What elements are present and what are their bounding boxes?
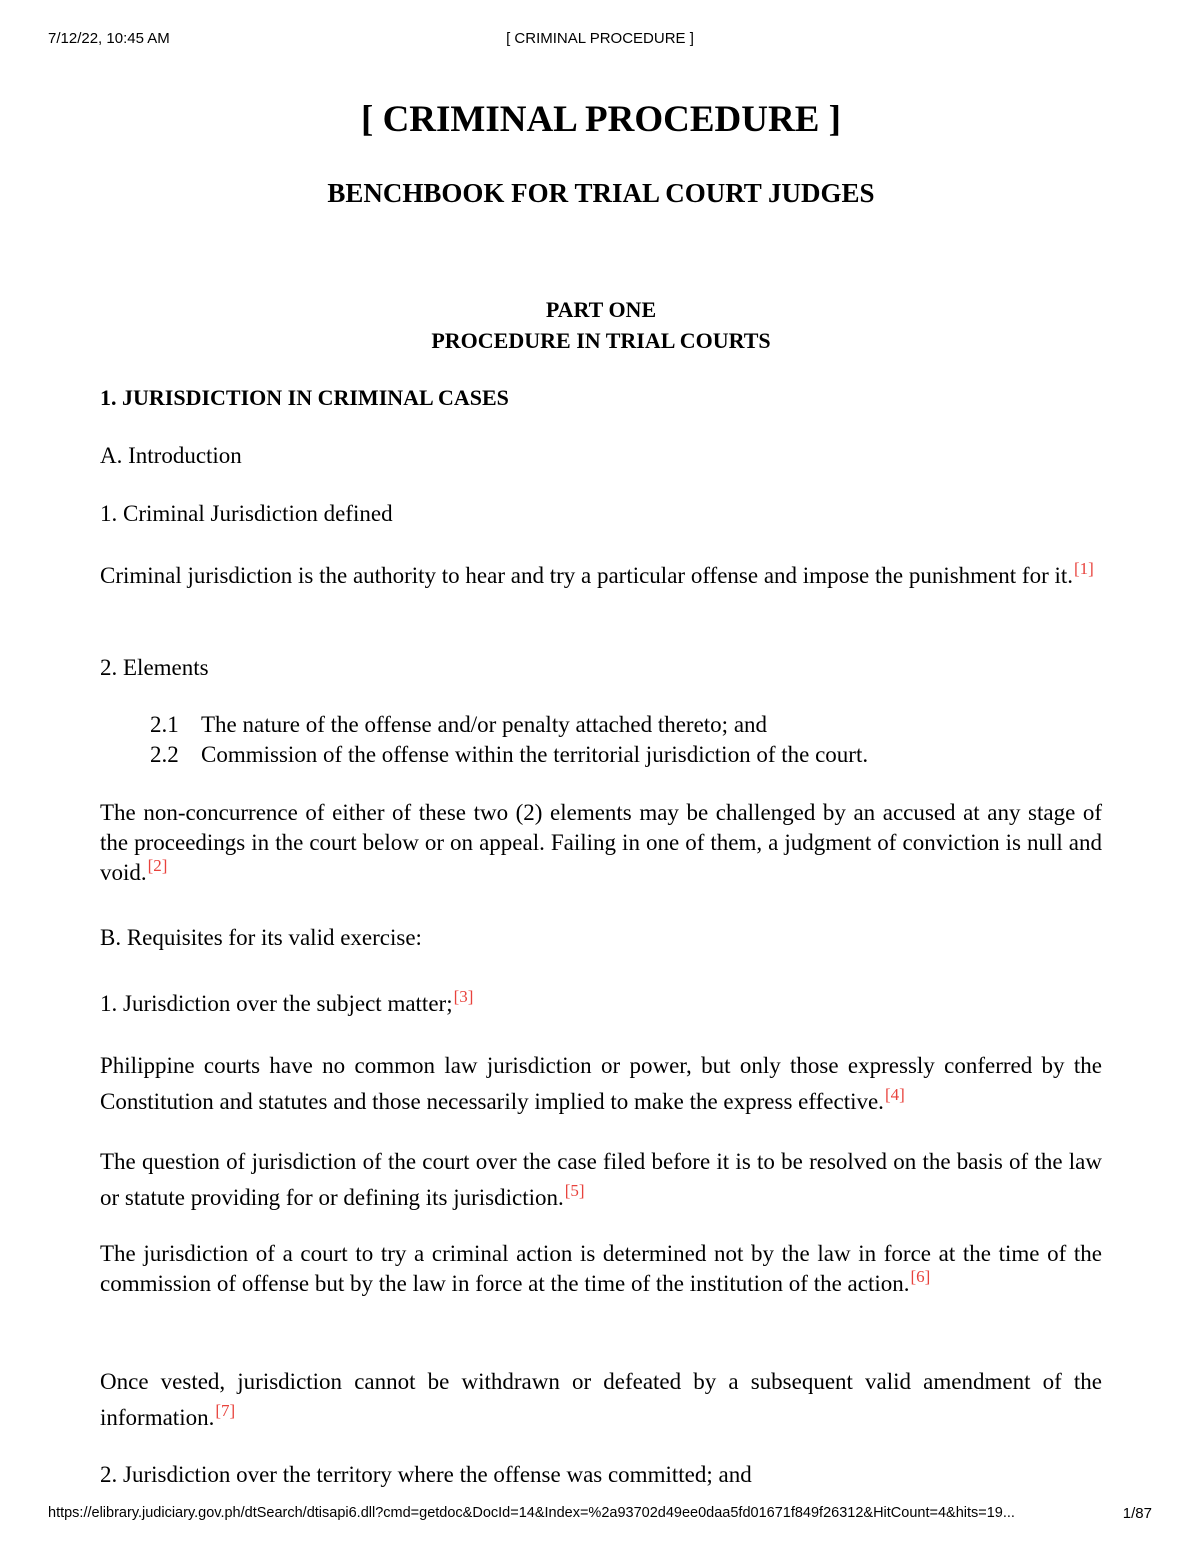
element-item-1	[150, 710, 767, 740]
paragraph-text: The jurisdiction of a court to try a criminal action is determined not by the law in force at the time of the commission of offense but by the law in force at the time of the institution of the action.	[100, 1241, 1102, 1296]
paragraph-law-in-force	[100, 1239, 1102, 1299]
document-subtitle: BENCHBOOK FOR TRIAL COURT JUDGES	[327, 178, 875, 208]
footnote-link-5[interactable]: [5]	[564, 1181, 585, 1200]
paragraph-text: Once vested, jurisdiction cannot be withdrawn or defeated by a subsequent valid amendment of the information.	[100, 1369, 1102, 1430]
element-text: The nature of the offense and/or penalty attached thereto; and	[201, 712, 768, 737]
paragraph-once-vested	[100, 1364, 1102, 1436]
paragraph-text: Philippine courts have no common law jurisdiction or power, but only those expressly conferred by the Constitution and statutes and those necessarily implied to make the express effective.	[100, 1053, 1102, 1114]
footnote-link-2[interactable]: [2]	[147, 856, 168, 875]
paragraph-common-law	[100, 1048, 1102, 1120]
item-elements: 2. Elements	[100, 655, 209, 680]
footnote-link-1[interactable]: [1]	[1074, 559, 1094, 578]
subheading-a: A. Introduction	[100, 443, 242, 468]
item-criminal-jurisdiction-defined: 1. Criminal Jurisdiction defined	[100, 501, 393, 526]
footnote-link-4[interactable]: [4]	[884, 1085, 905, 1104]
subheading-b: B. Requisites for its valid exercise:	[100, 925, 422, 950]
part-title: PROCEDURE IN TRIAL COURTS	[431, 328, 771, 353]
paragraph-non-concurrence	[100, 798, 1102, 888]
paragraph-question-of-jurisdiction	[100, 1144, 1102, 1216]
paragraph-definition	[100, 557, 1102, 594]
document-title: [ CRIMINAL PROCEDURE ]	[361, 99, 841, 140]
print-page-title: [ CRIMINAL PROCEDURE ]	[506, 30, 694, 47]
paragraph-text: The non-concurrence of either of these two (2) elements may be challenged by an accused at any stage of the proceedings in the court below or on appeal. Failing in one of them, a judgment of conviction is null and void.	[100, 800, 1102, 885]
print-header	[48, 30, 1152, 50]
element-item-2	[150, 740, 868, 770]
section-heading: 1. JURISDICTION IN CRIMINAL CASES	[100, 385, 509, 410]
print-datetime: 7/12/22, 10:45 AM	[48, 30, 170, 47]
part-heading	[100, 294, 1102, 356]
footnote-link-7[interactable]: [7]	[215, 1401, 236, 1420]
paragraph-text: The question of jurisdiction of the court over the case filed before it is to be resolved on the basis of the law or statute providing for or defining its jurisdiction.	[100, 1149, 1102, 1210]
element-number: 2.2	[150, 742, 179, 767]
requisite-text: 1. Jurisdiction over the subject matter;	[100, 991, 453, 1016]
footnote-link-3[interactable]: [3]	[453, 987, 474, 1006]
element-number: 2.1	[150, 712, 179, 737]
print-url: https://elibrary.judiciary.gov.ph/dtSearch/dtisapi6.dll?cmd=getdoc&DocId=14&Index=%2a93702d49ee0daa5fd01671f849f26312&HitCount=4&hits=19...	[48, 1505, 1015, 1521]
requisite-2: 2. Jurisdiction over the territory where the offense was committed; and	[100, 1462, 752, 1487]
part-label: PART ONE	[545, 297, 657, 322]
requisite-1	[100, 989, 1102, 1019]
paragraph-text: Criminal jurisdiction is the authority to hear and try a particular offense and impose the punishment for it.	[100, 563, 1074, 588]
print-footer	[48, 1505, 1152, 1525]
footnote-link-6[interactable]: [6]	[910, 1267, 931, 1286]
page-indicator: 1/87	[1122, 1505, 1152, 1522]
element-text: Commission of the offense within the territorial jurisdiction of the court.	[201, 742, 869, 767]
